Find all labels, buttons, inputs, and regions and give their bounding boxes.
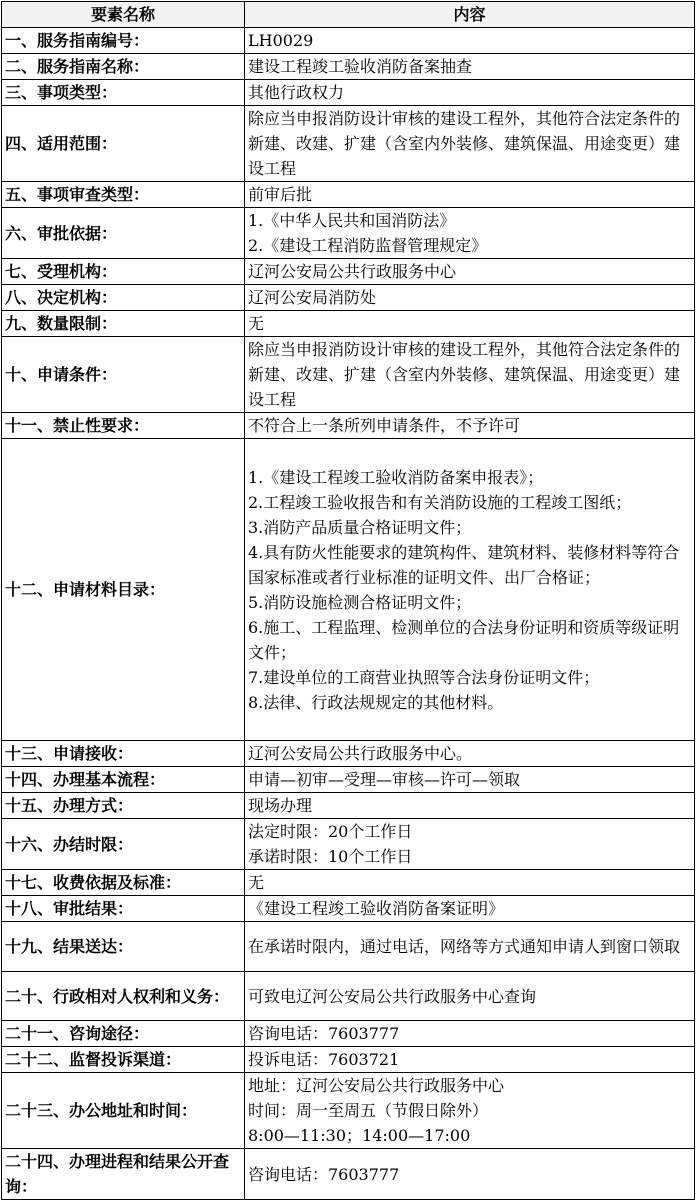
row-label: 二十二、监督投诉渠道： <box>2 1047 245 1073</box>
row-label: 十五、办理方式： <box>2 793 245 819</box>
content-line: 时间：周一至周五（节假日除外） <box>248 1101 489 1120</box>
content-line: 5.消防设施检测合格证明文件； <box>248 592 472 612</box>
table-row <box>2 285 695 311</box>
content-line: 法定时限：20个工作日 <box>248 822 413 841</box>
row-content <box>245 922 695 972</box>
table-row <box>2 54 695 80</box>
row-content <box>245 259 695 285</box>
content-line: 1.《建设工程竣工验收消防备案申报表》； <box>248 467 544 487</box>
row-content <box>245 741 695 767</box>
content-line: 现场办理 <box>248 796 313 815</box>
content-line: 无 <box>248 873 265 892</box>
table-row <box>2 741 695 767</box>
content-line: 1.《中华人民共和国消防法》 <box>248 211 456 230</box>
content-line: 3.消防产品质量合格证明文件； <box>248 517 472 537</box>
content-line: 前审后批 <box>248 185 313 204</box>
row-label: 八、决定机构： <box>2 285 245 311</box>
row-label: 二、服务指南名称： <box>2 54 245 80</box>
content-line: 可致电辽河公安局公共行政服务中心查询 <box>248 986 537 1006</box>
content-line: 咨询电话：7603777 <box>248 1024 400 1043</box>
row-label: 十八、审批结果： <box>2 896 245 922</box>
table-row <box>2 1047 695 1073</box>
table-row <box>2 259 695 285</box>
table-row <box>2 439 695 741</box>
content-line: 辽河公安局公共行政服务中心。 <box>248 744 473 763</box>
table-row <box>2 793 695 819</box>
content-line: 辽河公安局消防处 <box>248 288 377 307</box>
table-row <box>2 896 695 922</box>
row-content <box>245 54 695 80</box>
table-row <box>2 28 695 54</box>
table-header-row <box>2 2 695 28</box>
row-label: 十九、结果送达： <box>2 922 245 972</box>
table-body <box>2 28 695 1200</box>
row-content <box>245 80 695 106</box>
row-label: 十七、收费依据及标准： <box>2 870 245 896</box>
table-row <box>2 80 695 106</box>
table-row <box>2 413 695 439</box>
content-line: 无 <box>248 314 265 333</box>
content-line: 8:00—11:30；14:00—17:00 <box>248 1126 471 1145</box>
row-label: 十二、申请材料目录： <box>2 439 245 741</box>
service-guide-table <box>1 1 695 1200</box>
row-label: 六、审批依据： <box>2 208 245 259</box>
content-line: 地址：辽河公安局公共行政服务中心 <box>248 1076 505 1095</box>
content-line: 2.《建设工程消防监督管理规定》 <box>248 236 488 255</box>
content-line: 除应当申报消防设计审核的建设工程外，其他符合法定条件的新建、改建、扩建（含室内外装修、建筑保温、用途变更）建设工程 <box>248 109 681 178</box>
row-content <box>245 1047 695 1073</box>
row-content <box>245 413 695 439</box>
row-content <box>245 337 695 413</box>
content-line: 辽河公安局公共行政服务中心 <box>248 262 457 281</box>
row-content <box>245 106 695 182</box>
row-content <box>245 1021 695 1047</box>
table-row <box>2 208 695 259</box>
header-content: 内容 <box>245 2 695 28</box>
row-content <box>245 28 695 54</box>
row-label: 九、数量限制： <box>2 311 245 337</box>
content-line: 咨询电话：7603777 <box>248 1164 400 1184</box>
row-label: 五、事项审查类型： <box>2 182 245 208</box>
row-content <box>245 208 695 259</box>
row-label: 二十三、办公地址和时间： <box>2 1073 245 1149</box>
table-row <box>2 106 695 182</box>
table-row <box>2 311 695 337</box>
table-row <box>2 922 695 972</box>
content-line: 7.建设单位的工商营业执照等合法身份证明文件； <box>248 667 600 687</box>
row-label: 十三、申请接收： <box>2 741 245 767</box>
row-label: 七、受理机构： <box>2 259 245 285</box>
content-line: 《建设工程竣工验收消防备案证明》 <box>248 899 505 918</box>
table-row <box>2 819 695 870</box>
row-label: 二十四、办理进程和结果公开查询： <box>2 1149 245 1200</box>
table-row <box>2 337 695 413</box>
row-content <box>245 896 695 922</box>
row-content <box>245 972 695 1021</box>
content-line: 申请—初审—受理—审核—许可—领取 <box>248 770 521 789</box>
content-line: 4.具有防火性能要求的建筑构件、建筑材料、装修材料等符合国家标准或者行业标准的证明文件、出厂合格证； <box>248 542 680 587</box>
content-line: 2.工程竣工验收报告和有关消防设施的工程竣工图纸； <box>248 492 632 512</box>
row-label: 十、申请条件： <box>2 337 245 413</box>
row-content <box>245 1149 695 1200</box>
table-row <box>2 870 695 896</box>
table-row <box>2 1021 695 1047</box>
row-content <box>245 870 695 896</box>
content-line: 在承诺时限内，通过电话，网络等方式通知申请人到窗口领取 <box>248 937 681 956</box>
table-row <box>2 182 695 208</box>
row-content <box>245 819 695 870</box>
row-content <box>245 439 695 741</box>
row-label: 二十、行政相对人权利和义务： <box>2 972 245 1021</box>
row-content <box>245 311 695 337</box>
table-row <box>2 1149 695 1200</box>
table-row <box>2 767 695 793</box>
content-line: 6.施工、工程监理、检测单位的合法身份证明和资质等级证明文件； <box>248 617 680 662</box>
row-content <box>245 182 695 208</box>
table-row <box>2 1073 695 1149</box>
content-line: 建设工程竣工验收消防备案抽查 <box>248 57 473 76</box>
content-line: 不符合上一条所列申请条件，不予许可 <box>248 416 521 435</box>
row-content <box>245 285 695 311</box>
content-line: 投诉电话：7603721 <box>248 1050 400 1069</box>
content-line: 承诺时限：10个工作日 <box>248 847 413 866</box>
row-label: 二十一、咨询途径： <box>2 1021 245 1047</box>
row-label: 十六、办结时限： <box>2 819 245 870</box>
header-element-name: 要素名称 <box>2 2 245 28</box>
content-line: LH0029 <box>248 31 314 50</box>
row-label: 三、事项类型： <box>2 80 245 106</box>
content-line: 其他行政权力 <box>248 83 345 102</box>
row-content <box>245 793 695 819</box>
row-label: 一、服务指南编号： <box>2 28 245 54</box>
content-line: 除应当申报消防设计审核的建设工程外，其他符合法定条件的新建、改建、扩建（含室内外装修、建筑保温、用途变更）建设工程 <box>248 340 681 409</box>
row-content <box>245 1073 695 1149</box>
content-line: 8.法律、行政法规规定的其他材料。 <box>248 692 504 712</box>
row-label: 十四、办理基本流程： <box>2 767 245 793</box>
row-label: 四、适用范围： <box>2 106 245 182</box>
table-row <box>2 972 695 1021</box>
row-label: 十一、禁止性要求： <box>2 413 245 439</box>
row-content <box>245 767 695 793</box>
